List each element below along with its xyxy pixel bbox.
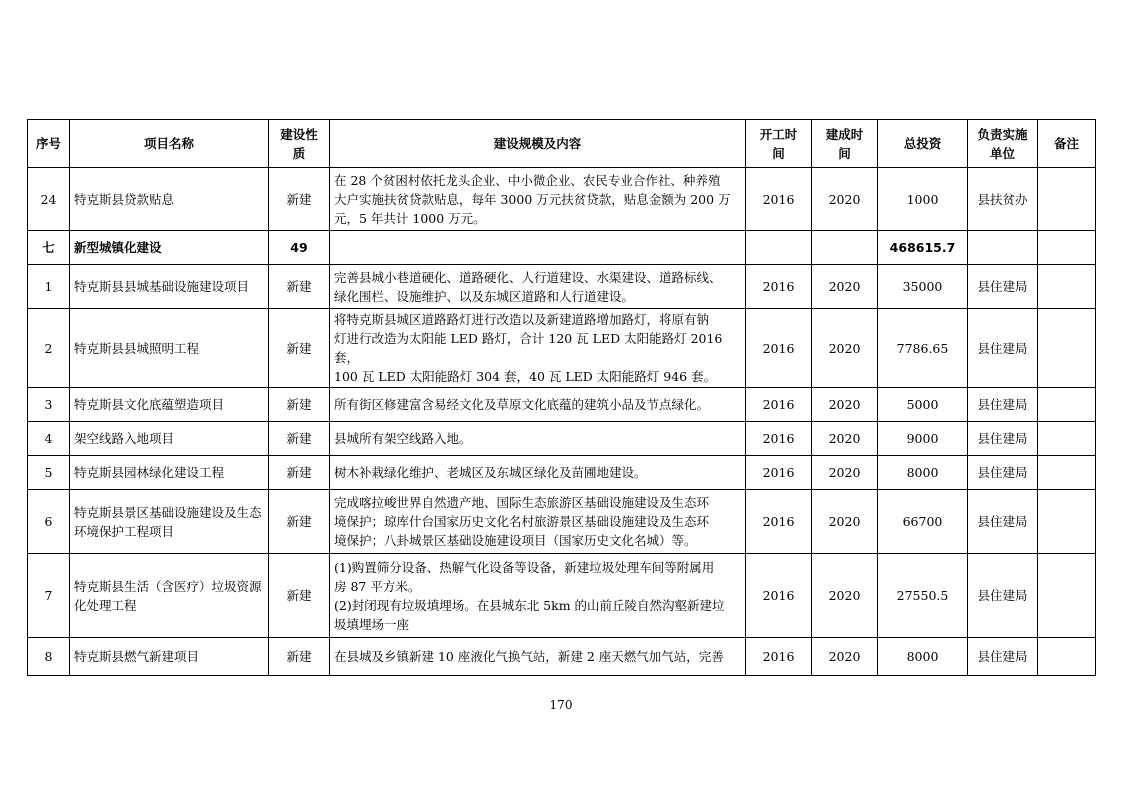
- cell-serial: 8: [28, 638, 70, 676]
- cell-content: [330, 309, 746, 388]
- cell-investment: 7786.65: [878, 309, 968, 388]
- cell-unit: 县扶贫办: [968, 168, 1038, 231]
- table-row: [28, 309, 1096, 388]
- header-start-time: 开工时 间: [746, 120, 812, 168]
- content-line: (1)购置筛分设备、热解气化设备等设备，新建垃圾处理车间等附属用: [334, 559, 715, 575]
- cell-serial: 7: [28, 554, 70, 638]
- cell-nature: 新建: [269, 456, 330, 490]
- cell-start-time: 2016: [746, 265, 812, 309]
- cell-project-name: 架空线路入地项目: [70, 422, 269, 456]
- cell-project-name: 特克斯县景区基础设施建设及生态环境保护工程项目: [70, 490, 269, 554]
- table-row: [28, 554, 1096, 638]
- cell-end-time: 2020: [812, 490, 878, 554]
- content-line: 在 28 个贫困村依托龙头企业、中小微企业、农民专业合作社、种养殖: [334, 172, 721, 188]
- cell-investment: 35000: [878, 265, 968, 309]
- cell-end-time: 2020: [812, 638, 878, 676]
- cell-end-time: 2020: [812, 388, 878, 422]
- cell-nature: 新建: [269, 265, 330, 309]
- cell-content: [330, 265, 746, 309]
- cell-start-time: [746, 231, 812, 265]
- content-line: 绿化围栏、设施维护、以及东城区道路和人行道建设。: [334, 288, 635, 304]
- cell-content: [330, 638, 746, 676]
- table-row: [28, 456, 1096, 490]
- cell-content: [330, 554, 746, 638]
- content-line: 县城所有架空线路入地。: [334, 431, 472, 446]
- cell-start-time: 2016: [746, 554, 812, 638]
- cell-remark: [1038, 638, 1096, 676]
- cell-investment: 9000: [878, 422, 968, 456]
- content-line: 灯进行改造为太阳能 LED 路灯，合计 120 瓦 LED 太阳能路灯 2016 套，: [334, 331, 723, 365]
- content-line: 在县城及乡镇新建 10 座液化气换气站，新建 2 座天燃气加气站，完善: [334, 649, 724, 664]
- cell-start-time: 2016: [746, 309, 812, 388]
- cell-project-name: 特克斯县县城基础设施建设项目: [70, 265, 269, 309]
- cell-investment: 5000: [878, 388, 968, 422]
- cell-unit: 县住建局: [968, 554, 1038, 638]
- cell-content: [330, 231, 746, 265]
- content-line: 大户实施扶贫贷款贴息，每年 3000 万元扶贫贷款，贴息金额为 200 万: [334, 191, 731, 207]
- cell-unit: 县住建局: [968, 490, 1038, 554]
- cell-serial: 2: [28, 309, 70, 388]
- cell-content: [330, 168, 746, 231]
- cell-start-time: 2016: [746, 168, 812, 231]
- cell-remark: [1038, 490, 1096, 554]
- cell-investment: 27550.5: [878, 554, 968, 638]
- cell-nature: 新建: [269, 309, 330, 388]
- cell-project-name: 特克斯县文化底蕴塑造项目: [70, 388, 269, 422]
- cell-project-name: 特克斯县贷款贴息: [70, 168, 269, 231]
- table-row: [28, 388, 1096, 422]
- content-line: 境保护；琼库什台国家历史文化名村旅游景区基础设施建设及生态环: [334, 514, 710, 529]
- table-row: [28, 168, 1096, 231]
- cell-investment: 8000: [878, 638, 968, 676]
- cell-nature: 49: [269, 231, 330, 265]
- header-unit: 负责实施 单位: [968, 120, 1038, 168]
- cell-serial: 5: [28, 456, 70, 490]
- cell-unit: 县住建局: [968, 309, 1038, 388]
- cell-nature: 新建: [269, 422, 330, 456]
- project-table: [27, 119, 1096, 676]
- cell-end-time: [812, 231, 878, 265]
- table-row: [28, 422, 1096, 456]
- cell-end-time: 2020: [812, 168, 878, 231]
- cell-remark: [1038, 388, 1096, 422]
- cell-investment: 1000: [878, 168, 968, 231]
- cell-investment: 66700: [878, 490, 968, 554]
- header-serial: 序号: [28, 120, 70, 168]
- cell-nature: 新建: [269, 168, 330, 231]
- cell-end-time: 2020: [812, 554, 878, 638]
- cell-start-time: 2016: [746, 388, 812, 422]
- cell-serial: 6: [28, 490, 70, 554]
- header-remark: 备注: [1038, 120, 1096, 168]
- table-header-row: [28, 120, 1096, 168]
- cell-serial: 七: [28, 231, 70, 265]
- cell-nature: 新建: [269, 490, 330, 554]
- cell-start-time: 2016: [746, 456, 812, 490]
- content-line: 房 87 平方米。: [334, 578, 421, 594]
- cell-content: [330, 388, 746, 422]
- cell-nature: 新建: [269, 638, 330, 676]
- table-row: [28, 638, 1096, 676]
- cell-remark: [1038, 554, 1096, 638]
- header-content: 建设规模及内容: [330, 120, 746, 168]
- content-line: 元，5 年共计 1000 万元。: [334, 210, 486, 226]
- cell-remark: [1038, 231, 1096, 265]
- table-row: [28, 265, 1096, 309]
- header-project-name: 项目名称: [70, 120, 269, 168]
- cell-end-time: 2020: [812, 309, 878, 388]
- cell-project-name: 特克斯县园林绿化建设工程: [70, 456, 269, 490]
- cell-end-time: 2020: [812, 456, 878, 490]
- cell-unit: [968, 231, 1038, 265]
- cell-serial: 3: [28, 388, 70, 422]
- content-line: 将特克斯县城区道路路灯进行改造以及新建道路增加路灯，将原有钠: [334, 312, 710, 327]
- cell-project-name: 特克斯县燃气新建项目: [70, 638, 269, 676]
- cell-nature: 新建: [269, 388, 330, 422]
- content-line: 完善县城小巷道硬化、道路硬化、人行道建设、水渠建设、道路标线、: [334, 269, 722, 285]
- cell-remark: [1038, 168, 1096, 231]
- cell-serial: 24: [28, 168, 70, 231]
- header-investment: 总投资: [878, 120, 968, 168]
- cell-end-time: 2020: [812, 422, 878, 456]
- cell-investment: 468615.7: [878, 231, 968, 265]
- cell-unit: 县住建局: [968, 388, 1038, 422]
- cell-project-name: 特克斯县生活（含医疗）垃圾资源化处理工程: [70, 554, 269, 638]
- cell-unit: 县住建局: [968, 422, 1038, 456]
- content-line: 境保护；八卦城景区基础设施建设项目（国家历史文化名城）等。: [334, 533, 697, 548]
- cell-remark: [1038, 309, 1096, 388]
- cell-project-name: 特克斯县县城照明工程: [70, 309, 269, 388]
- cell-nature: 新建: [269, 554, 330, 638]
- content-line: 树木补栽绿化维护、老城区及东城区绿化及苗圃地建设。: [334, 465, 647, 480]
- content-line: 完成喀拉峻世界自然遗产地、国际生态旅游区基础设施建设及生态环: [334, 495, 710, 510]
- header-end-time: 建成时 间: [812, 120, 878, 168]
- cell-unit: 县住建局: [968, 638, 1038, 676]
- cell-content: [330, 456, 746, 490]
- cell-remark: [1038, 422, 1096, 456]
- cell-start-time: 2016: [746, 490, 812, 554]
- cell-unit: 县住建局: [968, 456, 1038, 490]
- cell-unit: 县住建局: [968, 265, 1038, 309]
- content-line: 圾填埋场一座: [334, 616, 410, 632]
- cell-end-time: 2020: [812, 265, 878, 309]
- cell-start-time: 2016: [746, 422, 812, 456]
- cell-project-name: 新型城镇化建设: [70, 231, 269, 265]
- cell-start-time: 2016: [746, 638, 812, 676]
- section-row: [28, 231, 1096, 265]
- content-line: 所有街区修建富含易经文化及草原文化底蕴的建筑小品及节点绿化。: [334, 397, 710, 412]
- content-line: 100 瓦 LED 太阳能路灯 304 套，40 瓦 LED 太阳能路灯 946 套。: [334, 369, 717, 384]
- cell-content: [330, 422, 746, 456]
- table-body: [28, 168, 1096, 676]
- cell-serial: 4: [28, 422, 70, 456]
- cell-remark: [1038, 265, 1096, 309]
- header-nature: 建设性 质: [269, 120, 330, 168]
- cell-serial: 1: [28, 265, 70, 309]
- cell-investment: 8000: [878, 456, 968, 490]
- page-number: 170: [549, 698, 573, 712]
- table-row: [28, 490, 1096, 554]
- content-line: (2)封闭现有垃圾填埋场。在县城东北 5km 的山前丘陵自然沟壑新建垃: [334, 597, 725, 613]
- cell-remark: [1038, 456, 1096, 490]
- cell-content: [330, 490, 746, 554]
